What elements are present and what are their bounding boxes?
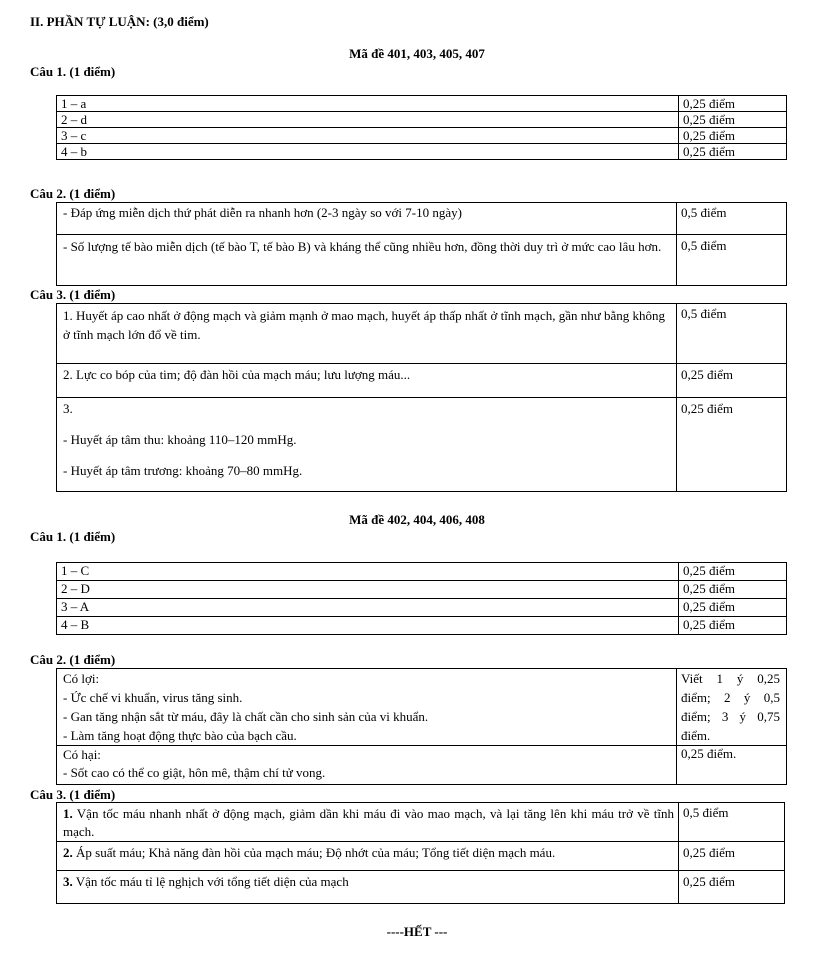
answer-cell: 4 – B	[57, 617, 679, 635]
version-a-heading: Mã đề 401, 403, 405, 407	[349, 46, 485, 61]
table-row	[57, 803, 785, 842]
item-text: Áp suất máu; Khả năng đàn hồi của mạch máu; Độ nhớt của máu; Tổng tiết diện mạch máu.	[72, 845, 556, 860]
score-cell: 0,25 điểm	[679, 112, 787, 128]
score-cell: 0,25 điểm	[679, 842, 785, 871]
systolic-line: - Huyết áp tâm thu: khoảng 110–120 mmHg.	[63, 432, 297, 447]
b-q1-title: Câu 1. (1 điểm)	[30, 529, 116, 544]
content-cell: - Số lượng tế bào miễn dịch (tế bào T, tế bào B) và kháng thể cũng nhiều hơn, đồng thời duy trì ở mức cao lâu hơn.	[57, 235, 677, 286]
content-cell	[57, 842, 679, 871]
table-row	[57, 599, 787, 617]
score-cell: 0,25 điểm	[679, 581, 787, 599]
score-cell: 0,25 điểm.	[677, 746, 787, 785]
item-number: 2.	[63, 845, 73, 860]
section-title: II. PHẦN TỰ LUẬN: (3,0 điểm)	[30, 14, 209, 29]
item-text: Vận tốc máu nhanh nhất ở động mạch, giảm dần khi máu đi vào mao mạch, và lại tăng lên khi máu trở về tĩnh mạch.	[63, 806, 674, 839]
content-cell: 1. Huyết áp cao nhất ở động mạch và giảm mạnh ở mao mạch, huyết áp thấp nhất ở tĩnh mạch, gần như bằng không ở tĩnh mạch lớn đổ về tim.	[57, 304, 677, 364]
score-cell: 0,25 điểm	[679, 128, 787, 144]
answer-cell: 2 – d	[57, 112, 679, 128]
table-row	[57, 96, 787, 112]
table-row	[57, 871, 785, 904]
harm-item: - Sốt cao có thể co giật, hôn mê, thậm chí tử vong.	[63, 765, 326, 780]
item-number: 3.	[63, 874, 73, 889]
score-cell: 0,25 điểm	[677, 364, 787, 398]
table-row	[57, 669, 787, 746]
table-row	[57, 112, 787, 128]
b-q2-table	[56, 668, 787, 785]
table-row	[57, 144, 787, 160]
score-cell: 0,25 điểm	[679, 563, 787, 581]
score-cell: 0,5 điểm	[677, 203, 787, 235]
content-cell: 2. Lực co bóp của tim; độ đàn hồi của mạch máu; lưu lượng máu...	[57, 364, 677, 398]
answer-cell: 1 – C	[57, 563, 679, 581]
answer-cell: 2 – D	[57, 581, 679, 599]
harm-heading: Có hại:	[63, 747, 101, 762]
benefit-item: - Làm tăng hoạt động thực bào của bạch cầu.	[63, 728, 297, 743]
item-number: 1.	[63, 806, 73, 821]
item-text: Vận tốc máu tỉ lệ nghịch với tổng tiết diện của mạch	[72, 874, 349, 889]
score-cell: Viết 1 ý 0,25 điểm; 2 ý 0,5 điểm; 3 ý 0,75 điểm.	[677, 669, 787, 746]
table-row	[57, 746, 787, 785]
table-row	[57, 398, 787, 492]
diastolic-line: - Huyết áp tâm trương: khoảng 70–80 mmHg.	[63, 463, 303, 478]
benefit-heading: Có lợi:	[63, 671, 100, 686]
table-row	[57, 581, 787, 599]
content-cell: - Đáp ứng miễn dịch thứ phát diễn ra nhanh hơn (2-3 ngày so với 7-10 ngày)	[57, 203, 677, 235]
table-row	[57, 128, 787, 144]
answer-cell: 4 – b	[57, 144, 679, 160]
table-row	[57, 304, 787, 364]
b-q3-title: Câu 3. (1 điểm)	[30, 787, 116, 802]
answer-cell: 1 – a	[57, 96, 679, 112]
end-mark: ----HẾT ---	[386, 924, 448, 939]
score-cell: 0,25 điểm	[679, 599, 787, 617]
benefit-item: - Ức chế vi khuẩn, virus tăng sinh.	[63, 690, 243, 705]
table-row	[57, 842, 785, 871]
a-q3-table	[56, 303, 787, 492]
answer-cell: 3 – c	[57, 128, 679, 144]
a-q1-title: Câu 1. (1 điểm)	[30, 64, 116, 79]
a-q1-table	[56, 95, 787, 160]
score-cell: 0,25 điểm	[677, 398, 787, 492]
table-row	[57, 617, 787, 635]
score-cell: 0,5 điểm	[677, 235, 787, 286]
benefit-item: - Gan tăng nhận sắt từ máu, đây là chất cần cho sinh sản của vi khuẩn.	[63, 709, 429, 724]
a-q2-table	[56, 202, 787, 286]
table-row	[57, 203, 787, 235]
item-number: 3.	[63, 401, 73, 416]
content-cell	[57, 803, 679, 842]
score-cell: 0,25 điểm	[679, 871, 785, 904]
table-row	[57, 563, 787, 581]
score-cell: 0,5 điểm	[679, 803, 785, 842]
table-row	[57, 364, 787, 398]
version-b-heading: Mã đề 402, 404, 406, 408	[349, 512, 485, 527]
a-q2-title: Câu 2. (1 điểm)	[30, 186, 116, 201]
a-q3-title: Câu 3. (1 điểm)	[30, 287, 116, 302]
score-cell: 0,25 điểm	[679, 96, 787, 112]
b-q1-table	[56, 562, 787, 635]
score-cell: 0,25 điểm	[679, 144, 787, 160]
b-q2-title: Câu 2. (1 điểm)	[30, 652, 116, 667]
score-cell: 0,5 điểm	[677, 304, 787, 364]
content-cell	[57, 398, 677, 492]
content-cell	[57, 871, 679, 904]
b-q3-table	[56, 802, 785, 904]
benefit-cell	[57, 669, 677, 746]
answer-cell: 3 – A	[57, 599, 679, 617]
harm-cell	[57, 746, 677, 785]
table-row	[57, 235, 787, 286]
score-cell: 0,25 điểm	[679, 617, 787, 635]
